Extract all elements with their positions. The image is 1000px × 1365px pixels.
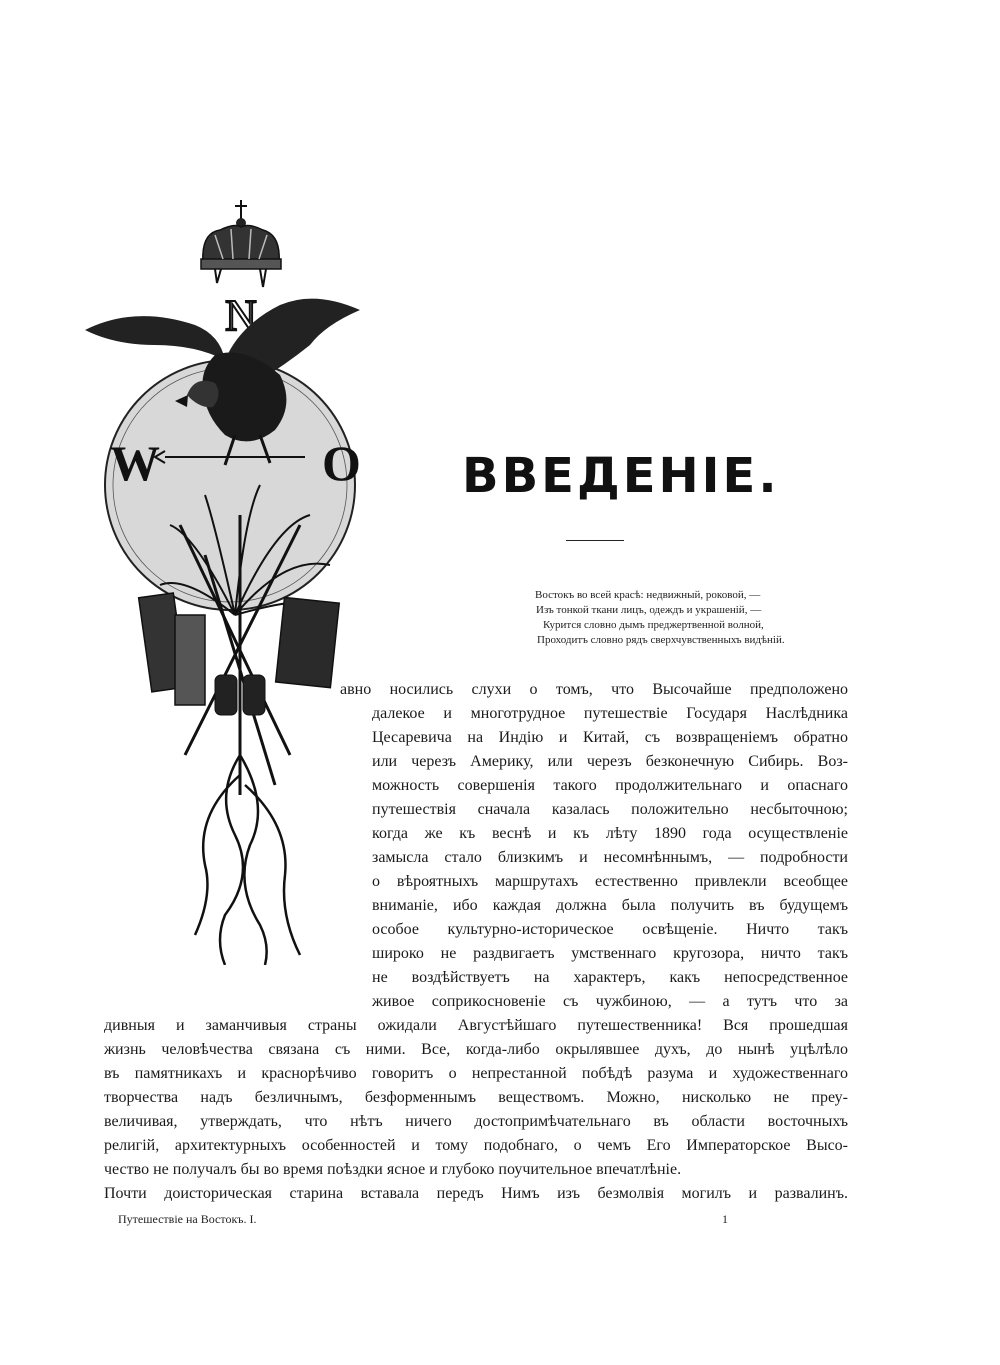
page-title: ВВЕДЕНІЕ. bbox=[462, 448, 780, 504]
text-line: чество не получалъ бы во время поѣздки ясное и глубоко поучительное впечатлѣніе. bbox=[104, 1161, 682, 1178]
epigraph bbox=[520, 588, 840, 648]
text-line: особое культурно-историческое освѣщеніе. Ничто такъ bbox=[372, 921, 848, 938]
text-line: живое соприкосновеніе съ чужбиною, — а тутъ что за bbox=[372, 993, 848, 1010]
text-line: дивныя и заманчивыя страны ожидали Августѣйшаго путешественника! Вся прошедшая bbox=[104, 1017, 848, 1034]
epigraph-line: Проходитъ словно рядъ сверхчувственныхъ видѣній. bbox=[537, 634, 785, 646]
text-line: величивая, утверждать, что нѣтъ ничего достопримѣчательнаго въ области восточныхъ bbox=[104, 1113, 848, 1130]
text-line: творчества надъ безличнымъ, безформеннымъ веществомъ. Можно, нисколько не преу- bbox=[104, 1089, 848, 1106]
text-line: замысла стало близкимъ и несомнѣннымъ, — подробности bbox=[372, 849, 848, 866]
text-line: путешествія сначала казалась положительно несбыточною; bbox=[372, 801, 848, 818]
page-number: 1 bbox=[722, 1212, 728, 1226]
title-divider bbox=[566, 540, 624, 541]
text-line: можность совершенія такого продолжительнаго и опаснаго bbox=[372, 777, 848, 794]
ornamental-vignette bbox=[75, 195, 380, 965]
text-line: о вѣроятныхъ маршрутахъ естественно привлекли всеобщее bbox=[372, 873, 848, 890]
compass-letter-north: N bbox=[225, 291, 257, 340]
text-line: далекое и многотрудное путешествіе Государя Наслѣдника bbox=[372, 705, 848, 722]
compass-letter-east: O bbox=[322, 435, 361, 491]
text-line: авно носились слухи о томъ, что Высочайше предположено bbox=[340, 681, 848, 698]
text-line: когда же къ веснѣ и къ лѣту 1890 года осуществленіе bbox=[372, 825, 848, 842]
text-line: Почти доисторическая старина вставала передъ Нимъ изъ безмолвія могилъ и развалинъ. bbox=[104, 1185, 848, 1202]
text-line: въ памятникахъ и краснорѣчиво говоритъ о непрестанной побѣдѣ разума и художественнаго bbox=[104, 1065, 848, 1082]
text-line: религій, архитектурныхъ особенностей и тому подобнаго, о чемъ Его Императорское Высо- bbox=[104, 1137, 848, 1154]
crown-icon bbox=[201, 200, 281, 287]
compass-letter-west: W bbox=[110, 435, 160, 491]
running-footer-title: Путешествіе на Востокъ. I. bbox=[118, 1212, 257, 1226]
epigraph-line: Изъ тонкой ткани лицъ, одеждъ и украшеній, — bbox=[536, 604, 762, 616]
epigraph-line: Курится словно дымъ преджертвенной волной, bbox=[543, 619, 764, 631]
epigraph-line: Востокъ во всей красѣ: недвижный, роковой, — bbox=[535, 589, 761, 601]
text-line: широко не раздвигаетъ умственнаго кругозора, ничто такъ bbox=[372, 945, 848, 962]
text-line: не воздѣйствуетъ на характеръ, какъ непосредственное bbox=[372, 969, 848, 986]
text-line: жизнь человѣчества связана съ ними. Все, когда-либо окрылявшее духъ, до нынѣ уцѣлѣло bbox=[104, 1041, 848, 1058]
text-line: вниманіе, ибо каждая должна была получить въ будущемъ bbox=[372, 897, 848, 914]
text-line: Цесаревича на Индію и Китай, съ возвращеніемъ обратно bbox=[372, 729, 848, 746]
text-line: или черезъ Америку, или черезъ безконечную Сибирь. Воз- bbox=[372, 753, 848, 770]
ribbon-roots bbox=[195, 755, 300, 965]
